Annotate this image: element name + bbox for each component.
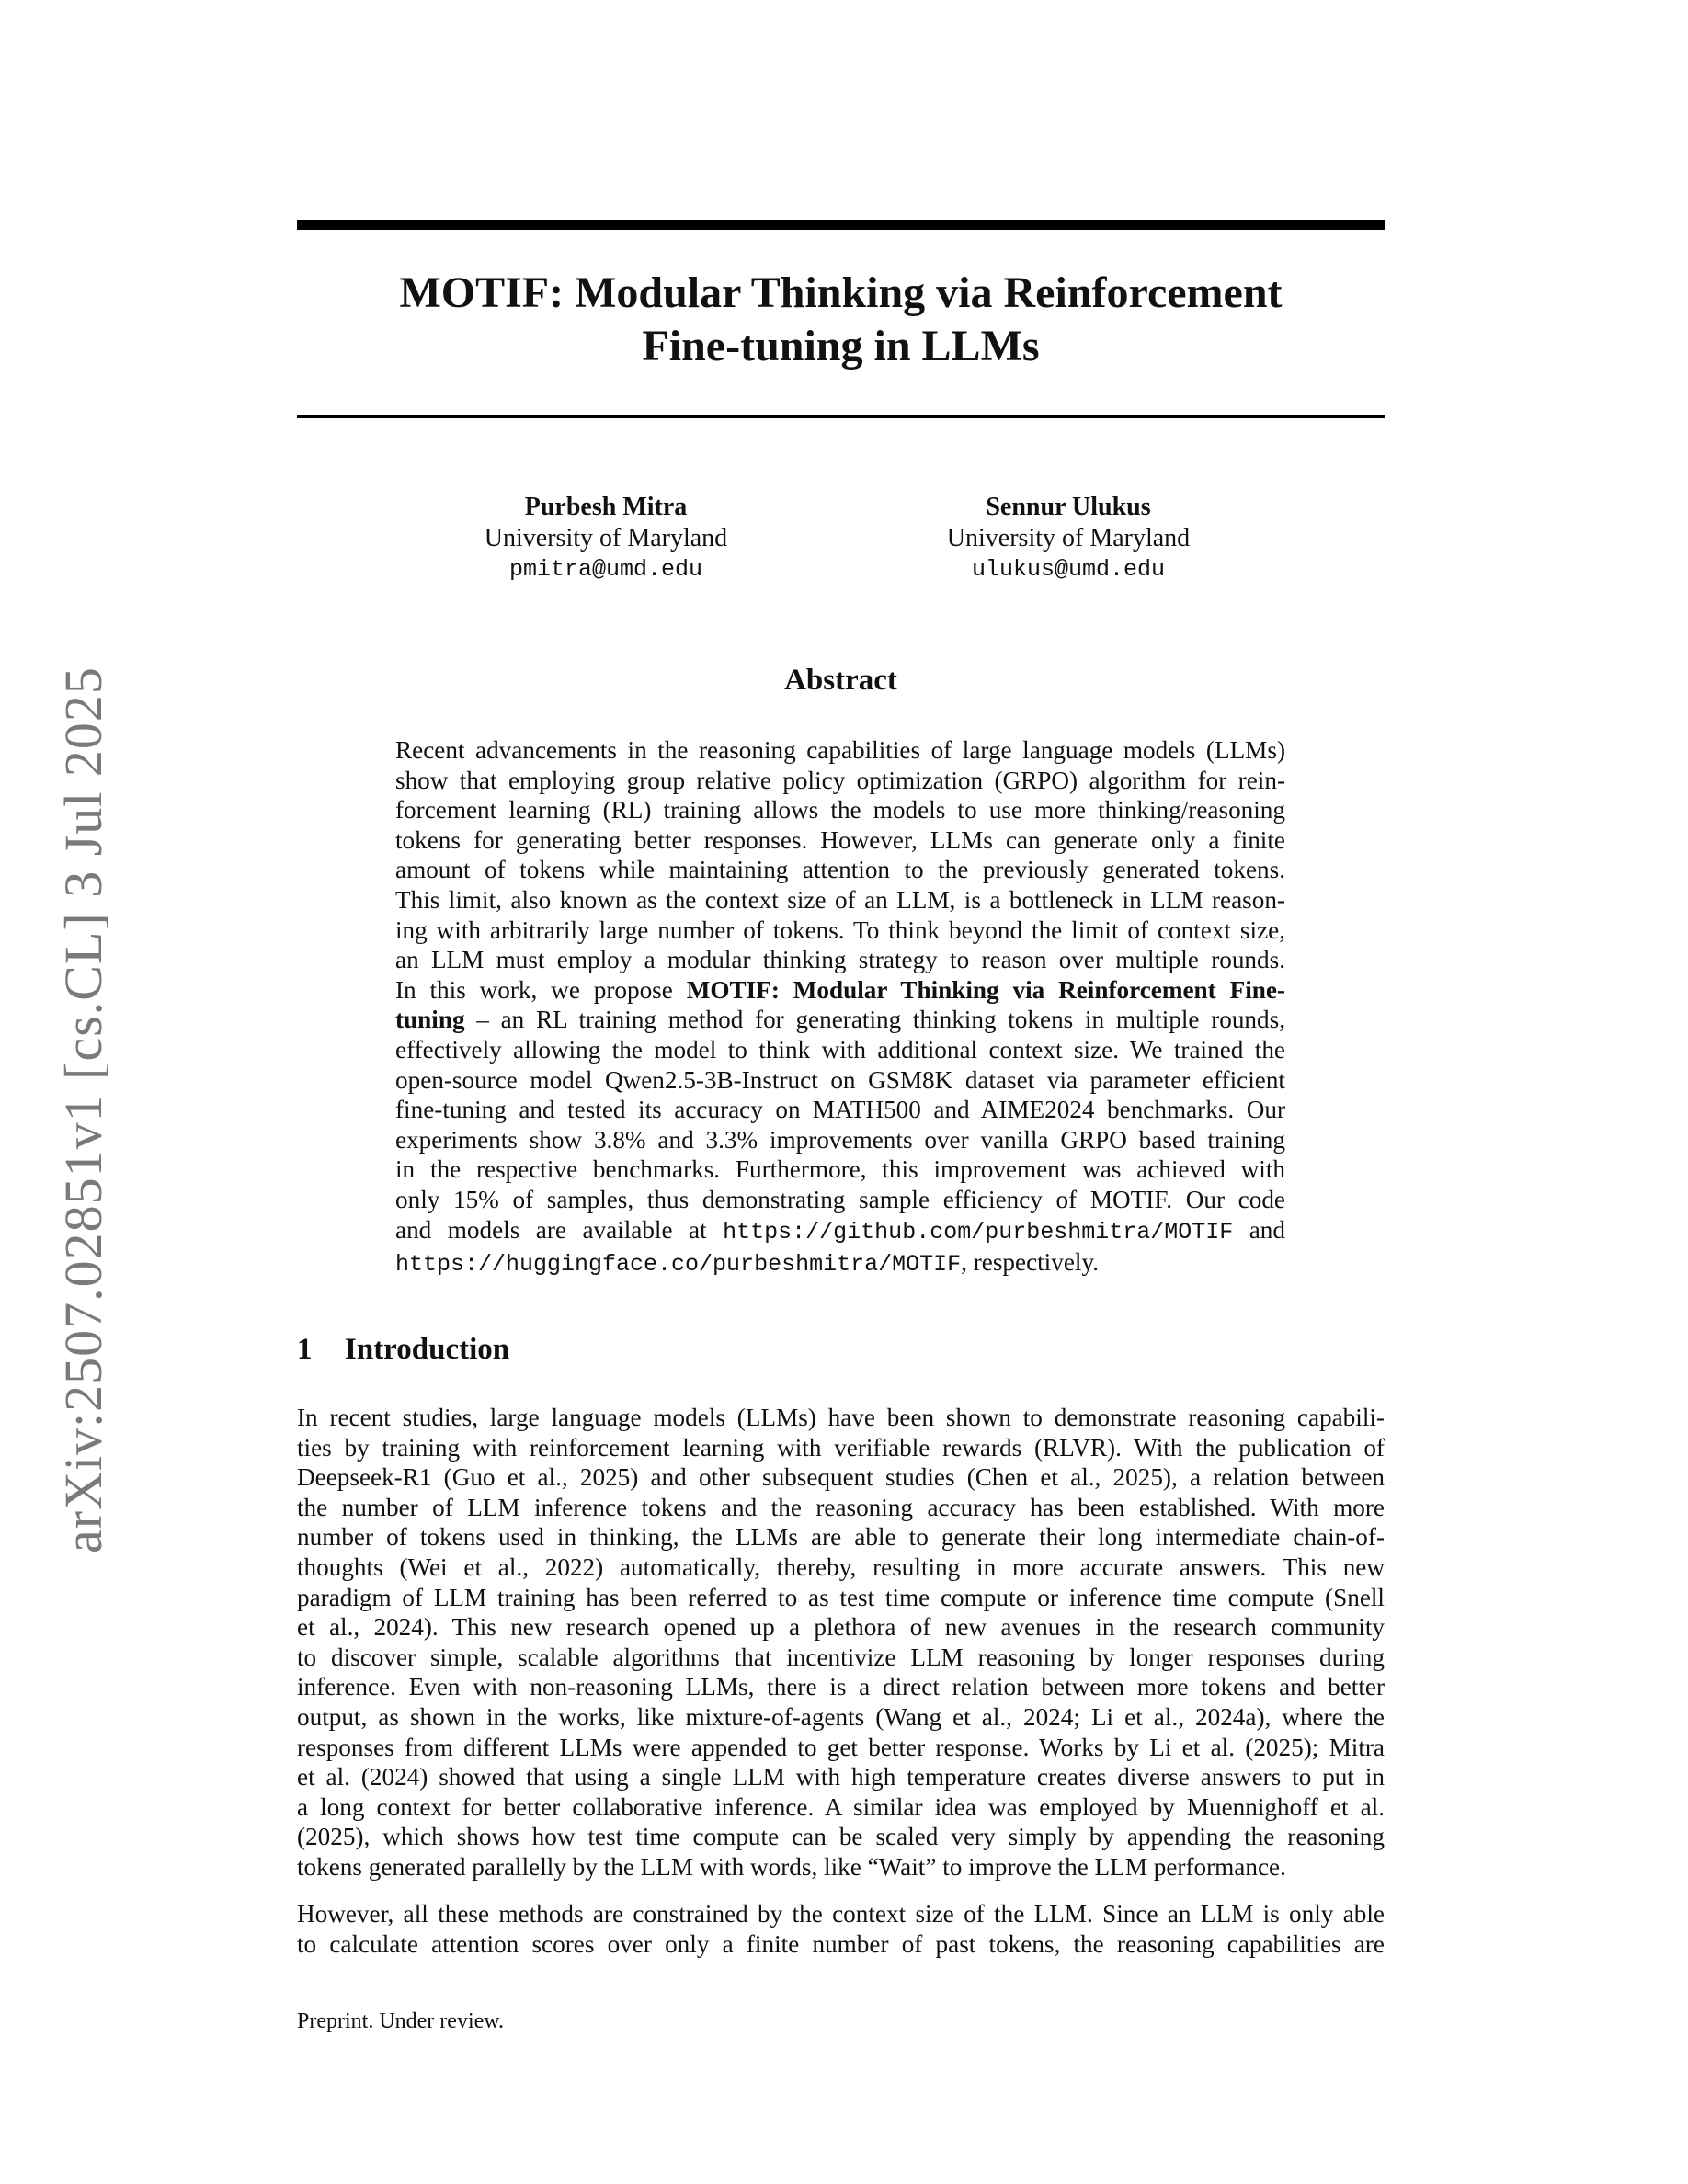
title-bottom-rule xyxy=(297,415,1385,418)
abstract-line xyxy=(395,1215,1285,1248)
abstract-body xyxy=(395,735,1285,1280)
huggingface-link[interactable]: https://huggingface.co/purbeshmitra/MOTIF xyxy=(395,1251,962,1279)
abstract-line xyxy=(395,1005,1285,1035)
body-line: tokens generated parallelly by the LLM with words, like “Wait” to improve the LLM performance. xyxy=(297,1852,1286,1881)
author-name: Sennur Ulukus xyxy=(986,493,1151,521)
abstract-line: forcement learning (RL) training allows the models to use more thinking/reasoning xyxy=(395,796,1285,825)
github-link[interactable]: https://github.com/purbeshmitra/MOTIF xyxy=(723,1218,1234,1246)
abstract-line: This limit, also known as the context size of an LLM, is a bottleneck in LLM reason- xyxy=(395,885,1285,914)
body-line: et al., 2024). This new research opened up a plethora of new avenues in the research community xyxy=(297,1613,1385,1642)
body-line: to calculate attention scores over only a finite number of past tokens, the reasoning capabilities are xyxy=(297,1929,1385,1958)
body-line: (2025), which shows how test time compute can be scaled very simply by appending the reasoning xyxy=(297,1823,1385,1851)
abstract-line: Recent advancements in the reasoning capabilities of large language models (LLMs) xyxy=(395,736,1285,764)
body-line: number of tokens used in thinking, the LLMs are able to generate their long intermediate chain-of- xyxy=(297,1523,1385,1552)
author-name: Purbesh Mitra xyxy=(524,493,688,521)
author-email[interactable]: pmitra@umd.edu xyxy=(508,556,703,583)
author-block-1 xyxy=(422,492,790,586)
body-line: inference. Even with non-reasoning LLMs, there is a direct relation between more tokens and better xyxy=(297,1673,1385,1701)
body-line: responses from different LLMs were appended to get better response. Works by Li et al. (2025); Mitra xyxy=(297,1733,1385,1761)
body-line: thoughts (Wei et al., 2022) automatically, thereby, resulting in more accurate answers. This new xyxy=(297,1553,1385,1581)
arxiv-stamp: arXiv:2507.02851v1 [cs.CL] 3 Jul 2025 xyxy=(53,666,113,1553)
abstract-line: open-source model Qwen2.5-3B-Instruct on GSM8K dataset via parameter efficient xyxy=(395,1065,1285,1094)
body-line: In recent studies, large language models (LLMs) have been shown to demonstrate reasoning capabili- xyxy=(297,1404,1385,1431)
body-line: a long context for better collaborative inference. A similar idea was employed by Muennighoff et al. xyxy=(297,1792,1385,1821)
section-title: Introduction xyxy=(345,1333,510,1366)
abstract-line: effectively allowing the model to think with additional context size. We trained the xyxy=(395,1035,1285,1064)
abstract-line: tokens for generating better responses. However, LLMs can generate only a finite xyxy=(395,825,1285,854)
body-line: output, as shown in the works, like mixture-of-agents (Wang et al., 2024; Li et al., 2024a), where the xyxy=(297,1702,1385,1731)
abstract-line xyxy=(395,1247,1285,1280)
section-number: 1 xyxy=(297,1333,313,1366)
body-line: Deepseek-R1 (Guo et al., 2025) and other subsequent studies (Chen et al., 2025), a relation between xyxy=(297,1463,1385,1492)
body-line: the number of LLM inference tokens and the reasoning accuracy has been established. With more xyxy=(297,1493,1385,1521)
abstract-text: , respectively. xyxy=(961,1248,1100,1277)
intro-paragraph-2 xyxy=(297,1899,1385,1959)
abstract-line: ing with arbitrarily large number of tokens. To think beyond the limit of context size, xyxy=(395,916,1285,944)
abstract-line: experiments show 3.8% and 3.3% improvements over vanilla GRPO based training xyxy=(395,1125,1285,1154)
author-block-2 xyxy=(884,492,1252,586)
intro-paragraph-1 xyxy=(297,1403,1385,1883)
abstract-text: and models are available at xyxy=(395,1215,724,1244)
body-line: However, all these methods are constrained by the context size of the LLM. Since an LLM is only able xyxy=(297,1900,1385,1928)
paper-title xyxy=(297,267,1385,373)
abstract-bold-title: MOTIF: Modular Thinking via Reinforcement Fine- xyxy=(686,975,1285,1004)
body-line: ties by training with reinforcement learning with verifiable rewards (RLVR). With the publication of xyxy=(297,1433,1385,1462)
footer-note: Preprint. Under review. xyxy=(297,2009,505,2033)
title-line-2: Fine-tuning in LLMs xyxy=(642,322,1040,370)
abstract-heading: Abstract xyxy=(784,664,897,697)
body-line: to discover simple, scalable algorithms that incentivize LLM reasoning by longer responses during xyxy=(297,1643,1385,1671)
author-affiliation: University of Maryland xyxy=(946,524,1191,552)
title-line-1: MOTIF: Modular Thinking via Reinforcement xyxy=(399,268,1283,317)
abstract-line: only 15% of samples, thus demonstrating sample efficiency of MOTIF. Our code xyxy=(395,1185,1285,1213)
abstract-line xyxy=(395,975,1285,1006)
abstract-line: an LLM must employ a modular thinking strategy to reason over multiple rounds. xyxy=(395,946,1285,974)
abstract-line: amount of tokens while maintaining attention to the previously generated tokens. xyxy=(395,856,1285,884)
abstract-line: in the respective benchmarks. Furthermore, this improvement was achieved with xyxy=(395,1155,1285,1184)
abstract-text: – an RL training method for generating thinking tokens in multiple rounds, xyxy=(464,1006,1285,1034)
abstract-line: fine-tuning and tested its accuracy on MATH500 and AIME2024 benchmarks. Our xyxy=(395,1096,1285,1124)
abstract-line: show that employing group relative policy optimization (GRPO) algorithm for rein- xyxy=(395,766,1285,794)
abstract-text: and xyxy=(1233,1215,1285,1244)
author-email[interactable]: ulukus@umd.edu xyxy=(971,556,1166,583)
body-line: paradigm of LLM training has been referred to as test time compute or inference time compute (Snell xyxy=(297,1583,1385,1611)
title-top-rule xyxy=(297,220,1385,230)
abstract-text: In this work, we propose xyxy=(395,975,687,1004)
abstract-bold-title: tuning xyxy=(395,1006,465,1034)
body-line: et al. (2024) showed that using a single LLM with high temperature creates diverse answers to put in xyxy=(297,1763,1385,1792)
section-heading-introduction xyxy=(297,1331,509,1368)
author-affiliation: University of Maryland xyxy=(484,524,728,552)
